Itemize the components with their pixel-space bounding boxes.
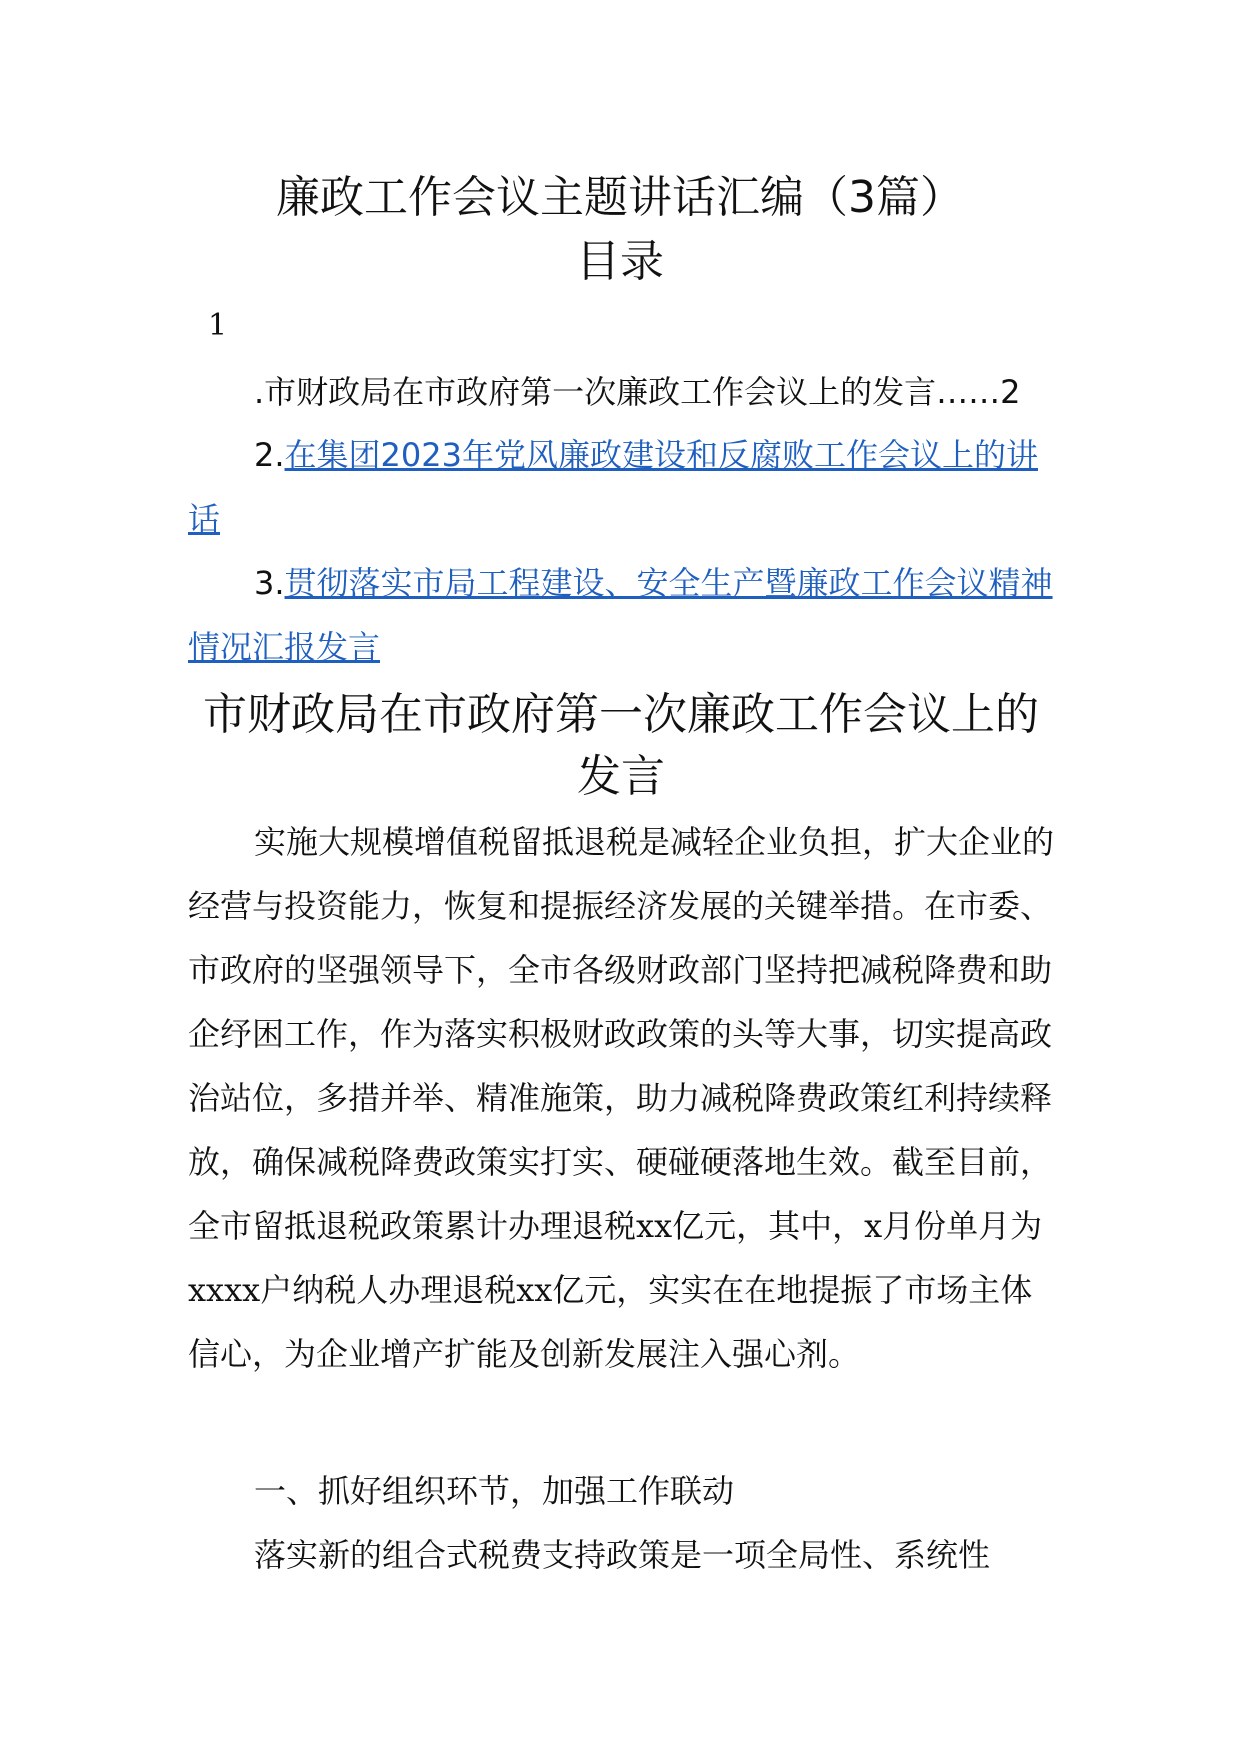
body-text: xx (636, 1207, 673, 1245)
body-paragraph (188, 810, 1054, 1386)
speech-title: 市财政局在市政府第一次廉政工作会议上的发言 (203, 689, 1039, 802)
body-text: 户纳税人办理退税 (260, 1271, 517, 1309)
toc-link[interactable]: 贯彻落实市局工程建设、安全生产暨廉政工作会议精神情况汇报发言 (188, 564, 1053, 666)
toc-item-text: 市财政局在市政府第一次廉政工作会议上的发言……2 (264, 373, 1021, 411)
body-text: xxxx (188, 1271, 261, 1309)
body-text: 亿元，其中， (672, 1207, 865, 1245)
toc-item-prefix: 3. (254, 564, 285, 602)
body-text: 亿元，实实在在地提振了市场主体信心，为企业增产扩能及创新发展注入强心剂。 (188, 1271, 1033, 1373)
toc-item-prefix: 2. (254, 436, 285, 474)
document-title: 廉政工作会议主题讲话汇编（3篇） (276, 172, 964, 223)
toc-link[interactable]: 在集团2023年党风廉政建设和反腐败工作会议上的讲话 (188, 436, 1038, 538)
toc-item-3[interactable] (188, 551, 1054, 679)
body-text: 月份单月为 (882, 1207, 1043, 1245)
toc-heading: 目录 (576, 236, 664, 287)
body-paragraph (188, 1523, 1054, 1587)
toc-item-1 (188, 360, 1054, 424)
toc-item-2[interactable] (188, 423, 1054, 551)
body-text: 落实新的组合式税费支持政策是一项全局性、系统性 (254, 1536, 991, 1574)
body-text: 实施大规模增值税留抵退税是减轻企业负担，扩大企业的经营与投资能力，恢复和提振经济发展的关键举措。在市委、市政府的坚强领导下，全市各级财政部门坚持把减税降费和助企纾困工作，作为落实积极财政政策的头等大事，切实提高政治站位，多措并举、精准施策，助力减税降费政策红利持续释放，确保减税降费政策实打实、硬碰硬落地生效。截至目前，全市留抵退税政策累计办理退税 (188, 823, 1055, 1245)
toc-item-prefix: . (254, 373, 265, 411)
body-text: xx (516, 1271, 553, 1309)
section-heading: 一、抓好组织环节，加强工作联动 (254, 1472, 735, 1510)
toc-number-1: 1 (208, 308, 228, 343)
body-text: x (864, 1207, 883, 1245)
